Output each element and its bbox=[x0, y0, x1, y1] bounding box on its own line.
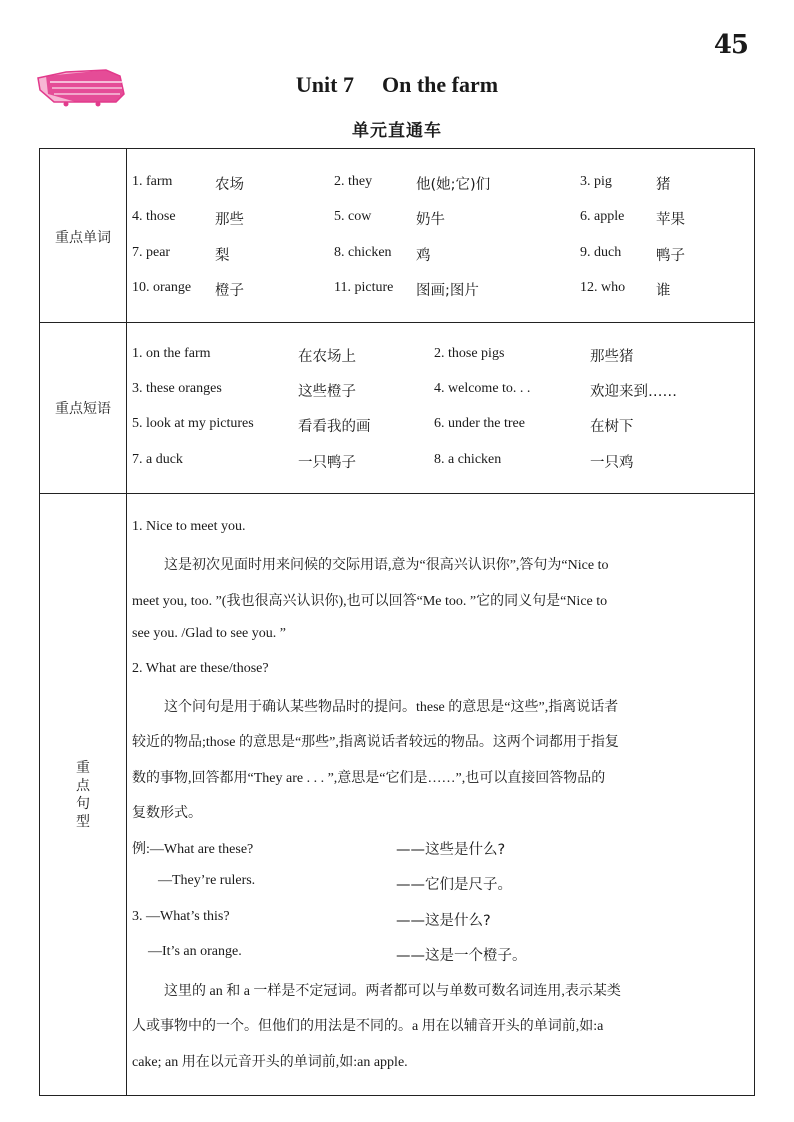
explanation-line: 复数形式。 bbox=[132, 806, 202, 821]
phrase-item: 8. a chicken bbox=[434, 452, 502, 467]
word-meaning: 橙子 bbox=[215, 283, 244, 299]
word-meaning: 鸭子 bbox=[656, 248, 685, 264]
word-meaning: 他(她;它)们 bbox=[416, 177, 491, 193]
phrase-meaning: 一只鸭子 bbox=[298, 455, 356, 471]
word-meaning: 图画;图片 bbox=[416, 283, 479, 299]
word-item: 8. chicken bbox=[334, 245, 392, 260]
example-answer: —They’re rulers. bbox=[158, 873, 256, 888]
phrase-meaning: 那些猪 bbox=[590, 349, 634, 365]
example-question: 例:—What are these? bbox=[132, 842, 254, 857]
phrase-meaning: 这些橙子 bbox=[298, 384, 356, 400]
section-subtitle: 单元直通车 bbox=[352, 121, 442, 141]
explanation-line: cake; an 用在以元音开头的单词前,如:an apple. bbox=[132, 1055, 408, 1070]
explanation-line: meet you, too. ”(我也很高兴认识你),也可以回答“Me too. ”它的同义句是“Nice to bbox=[132, 594, 608, 609]
column-divider bbox=[126, 149, 127, 1095]
word-item: 3. pig bbox=[580, 174, 612, 189]
word-meaning: 奶牛 bbox=[416, 212, 445, 228]
explanation-line: 这是初次见面时用来问候的交际用语,意为“很高兴认识你”,答句为“Nice to bbox=[164, 558, 609, 573]
explanation-line: 数的事物,回答都用“They are . . . ”,意思是“它们是……”,也可以直接回答物品的 bbox=[132, 771, 606, 786]
phrase-meaning: 在农场上 bbox=[298, 349, 356, 365]
unit-title bbox=[0, 72, 794, 98]
word-meaning: 那些 bbox=[215, 212, 244, 228]
page-number: 45 bbox=[713, 30, 748, 60]
sentences-label-char: 型 bbox=[76, 814, 90, 830]
word-meaning: 苹果 bbox=[656, 212, 685, 228]
word-meaning: 梨 bbox=[215, 248, 230, 264]
word-item: 2. they bbox=[334, 174, 373, 189]
phrase-item: 2. those pigs bbox=[434, 346, 505, 361]
word-meaning: 农场 bbox=[215, 177, 244, 193]
example-translation: ——它们是尺子。 bbox=[396, 877, 512, 893]
sentences-label-char: 句 bbox=[76, 796, 90, 812]
explanation-line: 人或事物中的一个。但他们的用法是不同的。a 用在以辅音开头的单词前,如:a bbox=[132, 1019, 604, 1034]
example-answer: —It’s an orange. bbox=[148, 944, 242, 959]
words-label: 重点单词 bbox=[55, 230, 111, 246]
sentences-label bbox=[40, 759, 126, 831]
phrase-meaning: 在树下 bbox=[590, 419, 634, 435]
word-item: 4. those bbox=[132, 209, 176, 224]
word-item: 9. duch bbox=[580, 245, 622, 260]
phrase-item: 4. welcome to. . . bbox=[434, 381, 531, 396]
word-item: 7. pear bbox=[132, 245, 171, 260]
phrase-item: 7. a duck bbox=[132, 452, 183, 467]
explanation-line: 这里的 an 和 a 一样是不定冠词。两者都可以与单数可数名词连用,表示某类 bbox=[164, 984, 621, 999]
word-item: 5. cow bbox=[334, 209, 372, 224]
pattern-heading: 1. Nice to meet you. bbox=[132, 519, 246, 534]
pattern-heading: 2. What are these/those? bbox=[132, 661, 269, 676]
phrase-meaning: 看看我的画 bbox=[298, 419, 371, 435]
word-item: 10. orange bbox=[132, 280, 192, 295]
example-translation: ——这是一个橙子。 bbox=[396, 948, 527, 964]
word-meaning: 鸡 bbox=[416, 248, 431, 264]
phrase-item: 3. these oranges bbox=[132, 381, 222, 396]
explanation-line: 这个问句是用于确认某些物品时的提问。these 的意思是“这些”,指离说话者 bbox=[164, 700, 619, 715]
example-translation: ——这些是什么? bbox=[396, 842, 506, 858]
explanation-line: see you. /Glad to see you. ” bbox=[132, 626, 286, 641]
unit-name: On the farm bbox=[381, 72, 499, 97]
phrase-meaning: 欢迎来到…… bbox=[590, 384, 677, 400]
unit-number: Unit 7 bbox=[295, 72, 354, 97]
phrases-label: 重点短语 bbox=[55, 401, 111, 417]
phrase-item: 6. under the tree bbox=[434, 416, 525, 431]
explanation-line: 较近的物品;those 的意思是“那些”,指离说话者较远的物品。这两个词都用于指复 bbox=[132, 735, 619, 750]
phrase-item: 1. on the farm bbox=[132, 346, 211, 361]
sentences-label-char: 点 bbox=[76, 778, 90, 794]
sentences-label-char: 重 bbox=[76, 760, 90, 776]
word-item: 6. apple bbox=[580, 209, 625, 224]
word-item: 1. farm bbox=[132, 174, 173, 189]
word-meaning: 猪 bbox=[656, 177, 671, 193]
row-divider bbox=[40, 322, 754, 323]
phrase-item: 5. look at my pictures bbox=[132, 416, 254, 431]
example-translation: ——这是什么? bbox=[396, 913, 491, 929]
row-divider bbox=[40, 493, 754, 494]
word-meaning: 谁 bbox=[656, 283, 671, 299]
word-item: 12. who bbox=[580, 280, 626, 295]
word-item: 11. picture bbox=[334, 280, 394, 295]
content-table bbox=[39, 148, 755, 1096]
phrase-meaning: 一只鸡 bbox=[590, 455, 634, 471]
pattern-heading: 3. —What’s this? bbox=[132, 909, 230, 924]
